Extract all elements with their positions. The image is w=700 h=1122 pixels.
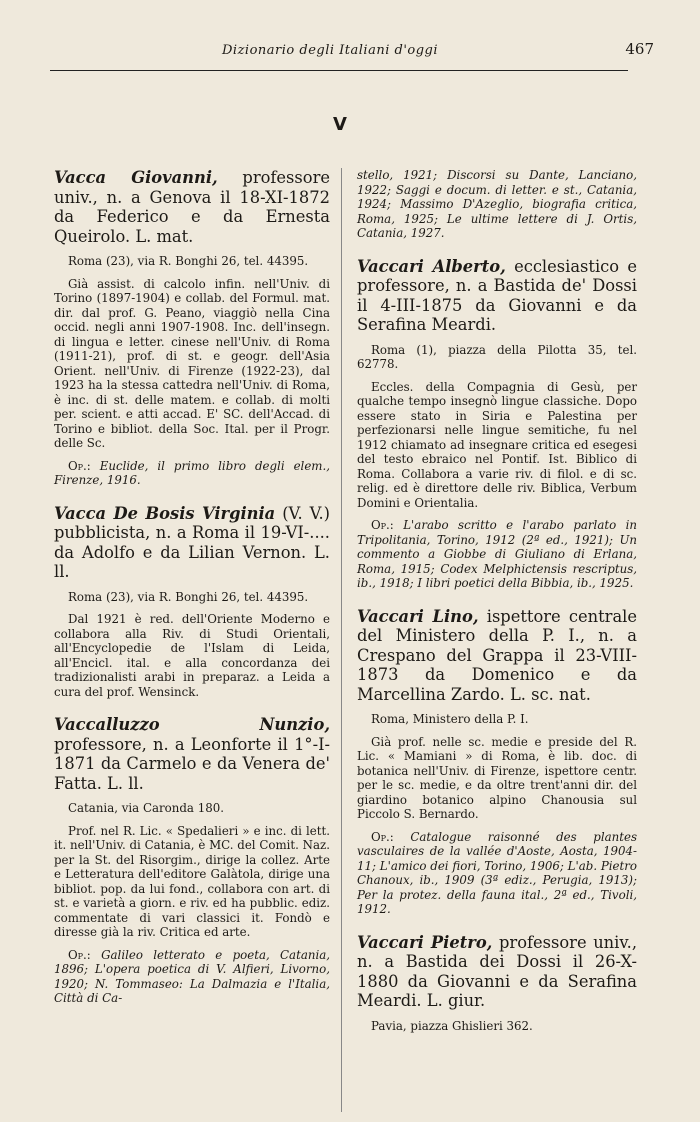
entry-body-text: Dal 1921 è red. dell'Oriente Moderno e collabora alla Riv. di Studi Orientali, all'Encyclopedie de l'Islam di Leida, all'Encicl. ital. e alla concordanza dei tradizionalisti arabi in preparaz. a Leida a cura del prof. Wensinck. bbox=[54, 612, 330, 699]
entry-address-text: Catania, via Caronda 180. bbox=[68, 801, 224, 815]
entry-heading-text: professore univ., n. a Bastida dei Dossi il 26-X-1880 da Giovanni e da Serafina Meardi. L. giur. bbox=[357, 932, 637, 1010]
works-label: Op.: bbox=[68, 458, 91, 473]
running-title: Dizionario degli Italiani d'oggi bbox=[222, 43, 439, 58]
entry-address bbox=[54, 590, 330, 605]
works-label: Op.: bbox=[371, 518, 394, 532]
entry-body-text: Già assist. di calcolo infin. nell'Univ. di Torino (1897-1904) e collab. del Formul. mat. dir. dal prof. G. Peano, viaggiò nella Cina occid. negli anni 1907-1908. Inc. dell'insegn. di lingua e letter. cinese nell'Univ. di Roma (1911-21), prof. di st. e geogr. dell'Asia Orient. nell'Univ. di Firenze (1922-23), dal 1923 ha la stessa cattedra nell'Univ. di Roma, è inc. di st. delle matem. e collab. di molti per. scient. e atti accad. E' SC. dell'Accad. di Torino e bibliot. della Soc. Ital. per il Progr. delle Sc. bbox=[54, 276, 330, 450]
entry-works bbox=[357, 518, 637, 591]
entry-body bbox=[357, 380, 637, 511]
works-text: Euclide, il primo libro degli elem., Firenze, 1916. bbox=[54, 458, 330, 487]
entry-address bbox=[357, 343, 637, 372]
entry-name: Vacca Giovanni, bbox=[54, 168, 218, 187]
entry-body-text: Già prof. nelle sc. medie e preside del R. Lic. « Mamiani » di Roma, è lib. doc. di botanica nell'Univ. di Firenze, ispettore centr. per le sc. medie, e da oltre trent'anni dir. del giardino botanico alpino Chanousia sul Piccolo S. Bernardo. bbox=[357, 734, 637, 821]
entry-heading-text: (V. V.) pubblicista, n. a Roma il 19-VI-.... da Adolfo e da Lilian Vernon. L. ll. bbox=[54, 503, 331, 581]
entry-heading-text: ecclesiastico e professore, n. a Bastida de' Dossi il 4-III-1875 da Giovanni e da Serafina Meardi. bbox=[357, 256, 637, 334]
entry-body-text: Eccles. della Compagnia di Gesù, per qualche tempo insegnò lingue classiche. Dopo essere stato in Siria e Palestina per perfezionarsi nelle lingue semitiche, fu nel 1912 chiamato ad insegnare critica ed esegesi del testo ebraico nel Pontif. Ist. Biblico di Roma. Collabora a varie riv. di filol. e di sc. relig. ed è direttore delle riv. Biblica, Verbum Domini e Orientalia. bbox=[357, 379, 637, 510]
entry-address bbox=[54, 801, 330, 816]
running-head bbox=[50, 36, 654, 66]
works-text: Catalogue raisonné des plantes vasculaires de la vallée d'Aoste, Aosta, 1904-11; L'amico dei fiori, Torino, 1906; L'ab. Pietro Chanoux, ib., 1909 (3ª ediz., Perugia, 1913); Per la protez. della fauna ital., 2ª ed., Tivoli, 1912. bbox=[357, 829, 638, 916]
entry-name: Vaccari Alberto, bbox=[357, 256, 506, 276]
works-label: Op.: bbox=[68, 947, 91, 962]
entry-heading-text: professore, n. a Leonforte il 1°-I-1871 da Carmelo e da Venera de' Fatta. L. ll. bbox=[54, 734, 330, 793]
entry-heading bbox=[54, 168, 330, 246]
entry-vaccalluzzo-nunzio bbox=[54, 715, 330, 1006]
entry-vaccari-lino bbox=[357, 607, 637, 917]
entry-body bbox=[54, 277, 330, 451]
works-text: Galileo letterato e poeta, Catania, 1896; L'opera poetica di V. Alfieri, Livorno, 1920; N. Tommaseo: La Dalmazia e l'Italia, Città di Ca- bbox=[54, 947, 331, 1005]
page-number: 467 bbox=[625, 40, 654, 58]
entry-vaccari-pietro bbox=[357, 933, 637, 1034]
entry-address bbox=[357, 1019, 637, 1034]
entry-works bbox=[54, 459, 330, 488]
entry-name: Vaccari Pietro, bbox=[357, 932, 493, 952]
entry-heading bbox=[54, 504, 330, 582]
entry-name: Vaccalluzzo Nunzio, bbox=[54, 715, 330, 734]
works-label: Op.: bbox=[371, 829, 394, 844]
works-text: L'arabo scritto e l'arabo parlato in Tripolitania, Torino, 1912 (2ª ed., 1921); Un commento a Giobbe di Giuliano di Erlana, Roma, 1915; Codex Melphictensis rescriptus, ib., 1918; I libri poetici della Bibbia, ib., 1925. bbox=[357, 518, 637, 590]
entry-works bbox=[357, 830, 637, 917]
entry-body bbox=[357, 735, 637, 822]
column-divider bbox=[341, 168, 342, 1112]
entry-heading-text: professore univ., n. a Genova il 18-XI-1872 da Federico e da Ernesta Queirolo. L. mat. bbox=[54, 168, 330, 246]
entry-address-text: Roma (1), piazza della Pilotta 35, tel. 62778. bbox=[357, 342, 637, 371]
entry-heading-text: ispettore centrale del Ministero della P. I., n. a Crespano del Grappa il 23-VIII-1873 da Domenico e da Marcellina Zardo. L. sc. nat. bbox=[357, 606, 637, 704]
entry-body-text: Prof. nel R. Lic. « Spedalieri » e inc. di lett. it. nell'Univ. di Catania, è MC. del Comit. Naz. per la St. del Risorgim., dirige la collez. Arte e Letteratura dell'editore Galàtola, dirige una bibliot. pop. da lui fond., collabora con art. di st. e varietà a giorn. e riv. ed ha pubblic. ediz. commentate di vari classici it. Fondò e diresse già la riv. Critica ed arte. bbox=[54, 823, 330, 939]
entry-name: Vaccari Lino, bbox=[357, 606, 479, 626]
section-letter: V bbox=[333, 114, 347, 135]
entry-address bbox=[357, 712, 637, 727]
entry-heading bbox=[357, 257, 637, 335]
entry-address-text: Roma (23), via R. Bonghi 26, tel. 44395. bbox=[68, 254, 309, 268]
entry-heading bbox=[54, 715, 330, 793]
entry-body bbox=[54, 824, 330, 940]
entry-heading bbox=[357, 933, 637, 1011]
entry-address bbox=[54, 254, 330, 269]
entry-address-text: Roma (23), via R. Bonghi 26, tel. 44395. bbox=[68, 589, 309, 604]
entry-works bbox=[54, 948, 330, 1006]
entry-name: Vacca De Bosis Virginia bbox=[54, 503, 276, 523]
entry-vaccari-alberto bbox=[357, 257, 637, 591]
left-column bbox=[54, 168, 330, 1022]
entry-address-text: Pavia, piazza Ghislieri 362. bbox=[371, 1018, 533, 1033]
entry-body bbox=[54, 612, 330, 699]
entry-heading bbox=[357, 607, 637, 705]
entry-continuation: stello, 1921; Discorsi su Dante, Lanciano, 1922; Saggi e docum. di letter. e st., Catania, 1924; Massimo D'Azeglio, biografia critica, Roma, 1925; Le ultime lettere di J. Ortis, Catania, 1927. bbox=[357, 168, 637, 240]
entry-vacca-giovanni bbox=[54, 168, 330, 488]
header-rule bbox=[50, 70, 628, 71]
entry-address-text: Roma, Ministero della P. I. bbox=[371, 712, 529, 726]
right-column bbox=[357, 168, 637, 1049]
entry-vacca-de-bosis-virginia bbox=[54, 504, 330, 700]
